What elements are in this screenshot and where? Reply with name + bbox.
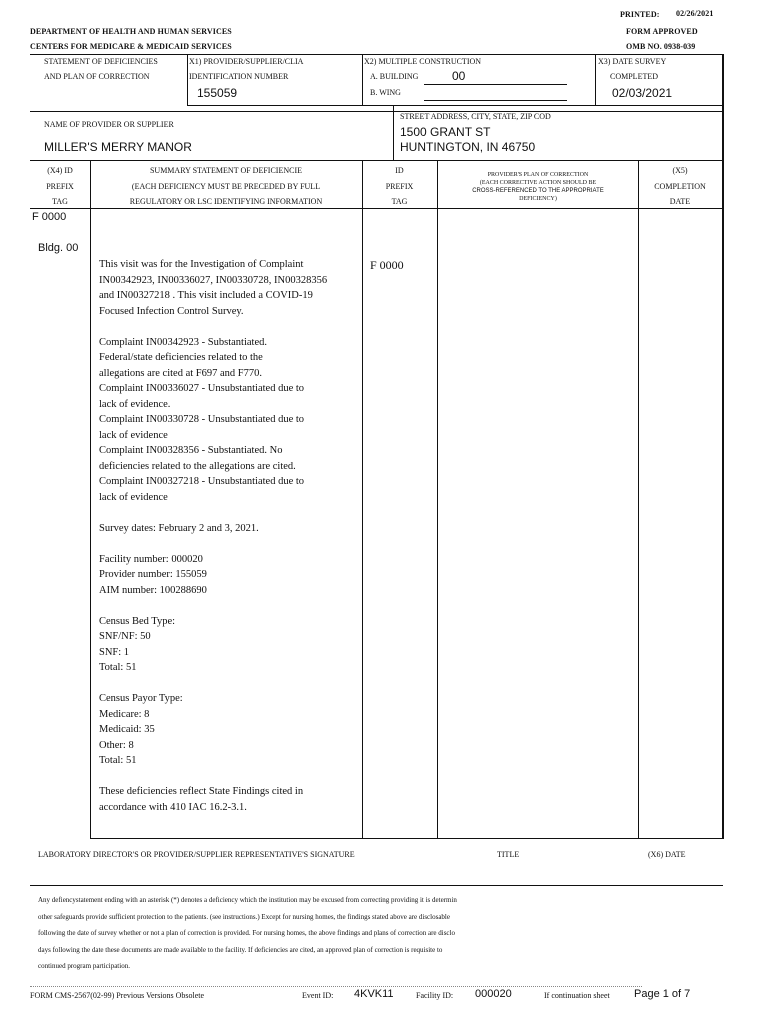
building-value: 00	[452, 69, 466, 83]
provider-name-value: MILLER'S MERRY MANOR	[44, 140, 192, 154]
address-city: HUNTINGTON, IN 46750	[400, 140, 536, 154]
summary-header: SUMMARY STATEMENT OF DEFICIENCIE	[149, 166, 303, 175]
x4-id-header: (X4) ID	[47, 166, 73, 175]
disclaimer-line: following the date of survey whether or not a plan of correction is provided. For nursing homes, the above findings and plans of correction are disclo	[38, 929, 455, 937]
building-label: A. BUILDING	[370, 72, 419, 81]
statement-label: STATEMENT OF DEFICIENCIES	[44, 57, 158, 66]
id-header: ID	[395, 166, 404, 175]
title-label: TITLE	[497, 850, 520, 859]
form-number: FORM CMS-2567(02-99) Previous Versions Obsolete	[30, 991, 205, 1000]
provider-id-label: X1) PROVIDER/SUPPLIER/CLIA	[189, 57, 304, 66]
disclaimer-line: other safeguards provide sufficient protection to the patients. (see instructions.) Except for nursing homes, the findings stated above are disclosable	[38, 912, 450, 921]
omb-number: OMB NO. 0938-039	[626, 42, 696, 51]
signature-label: LABORATORY DIRECTOR'S OR PROVIDER/SUPPLIER REPRESENTATIVE'S SIGNATURE	[38, 850, 355, 859]
printed-label: PRINTED:	[620, 10, 660, 19]
centers-title: CENTERS FOR MEDICARE & MEDICAID SERVICES	[30, 42, 232, 51]
wing-label: B. WING	[370, 88, 401, 97]
event-id-label: Event ID:	[302, 991, 334, 1000]
plan-header: PROVIDER'S PLAN OF CORRECTION	[487, 172, 589, 178]
disclaimer-line: Any defiencystatement ending with an asterisk (*) denotes a deficiency which the institution may be excused from correcting providing it is determin	[38, 896, 457, 904]
paragraph-survey-dates: Survey dates: February 2 and 3, 2021.	[99, 522, 259, 534]
event-id-value: 4KVK11	[354, 988, 394, 1000]
identification-label: IDENTIFICATION NUMBER	[189, 72, 289, 81]
summary-subheader-2: REGULATORY OR LSC IDENTIFYING INFORMATION	[129, 197, 323, 206]
plan-subheader-2: CROSS-REFERENCED TO THE APPROPRIATE	[472, 188, 604, 194]
paragraph-state-findings: These deficiencies reflect State Findings cited in accordance with 410 IAC 16.2-3.1.	[99, 786, 304, 813]
summary-subheader: (EACH DEFICIENCY MUST BE PRECEDED BY FULL	[131, 182, 321, 191]
facility-id-value: 000020	[475, 988, 512, 1000]
x4-prefix-header: PREFIX	[46, 182, 74, 191]
x5-header: (X5)	[672, 166, 688, 175]
completed-label: COMPLETED	[610, 72, 658, 81]
date-header: DATE	[669, 197, 691, 206]
summary-body	[99, 257, 361, 815]
disclaimer-line: days following the date these documents are made available to the facility. If deficiencies are cited, an approved plan of correction is requisite to	[38, 945, 443, 954]
x4-tag-header: TAG	[52, 197, 68, 206]
right-tag: F 0000	[370, 258, 404, 272]
id-prefix-header: PREFIX	[385, 182, 414, 191]
plan-subheader-1: (EACH CORRECTIVE ACTION SHOULD BE	[479, 180, 597, 186]
address-street: 1500 GRANT ST	[400, 125, 491, 139]
facility-id-label: Facility ID:	[416, 991, 454, 1000]
date-survey-label: X3) DATE SURVEY	[598, 57, 667, 66]
department-title: DEPARTMENT OF HEALTH AND HUMAN SERVICES	[30, 27, 232, 36]
disclaimer-line: continued program participation.	[38, 962, 130, 970]
plan-label: AND PLAN OF CORRECTION	[44, 72, 150, 81]
id-tag-header: TAG	[391, 197, 408, 206]
printed-date: 02/26/2021	[676, 9, 714, 18]
page-number: Page 1 of 7	[634, 988, 691, 1000]
provider-id-value: 155059	[197, 86, 238, 100]
continuation-label: If continuation sheet	[544, 991, 610, 1000]
x6-date-label: (X6) DATE	[648, 850, 686, 859]
address-label: STREET ADDRESS, CITY, STATE, ZIP COD	[400, 112, 551, 121]
paragraph-facility: Facility number: 000020 Provider number: 155059 AIM number: 100288690	[99, 553, 207, 596]
multiple-construction-label: X2) MULTIPLE CONSTRUCTION	[364, 57, 482, 66]
paragraph-intro: This visit was for the Investigation of Complaint IN00342923, IN00336027, IN00330728, IN00328356 and IN00327218 . This visit included a COVID-19 Focused Infection Control Survey.	[99, 259, 328, 317]
completion-header: COMPLETION	[654, 182, 706, 191]
paragraph-census-payor: Census Payor Type: Medicare: 8 Medicaid: 35 Other: 8 Total: 51	[99, 693, 183, 766]
form-approved: FORM APPROVED	[626, 27, 698, 36]
provider-name-label: NAME OF PROVIDER OR SUPPLIER	[44, 120, 174, 129]
plan-subheader-3: DEFICIENCY)	[519, 196, 557, 202]
paragraph-complaints: Complaint IN00342923 - Substantiated. Federal/state deficiencies related to the allegations are cited at F697 and F770. Complaint IN00336027 - Unsubstantiated due to lack of evidence. Complaint IN00330728 - Unsubstantiated due to lack of evidence Complaint IN00328356 - Substantiated. No deficiencies related to the allegations are cited. Complaint IN00327218 - Unsubstantiated due to lack of evidence	[99, 336, 305, 503]
building-tag: Bldg. 00	[38, 242, 79, 254]
date-survey-value: 02/03/2021	[612, 86, 673, 100]
paragraph-census-bed: Census Bed Type: SNF/NF: 50 SNF: 1 Total: 51	[99, 615, 176, 673]
left-tag: F 0000	[32, 211, 67, 223]
disclaimer	[38, 892, 728, 975]
